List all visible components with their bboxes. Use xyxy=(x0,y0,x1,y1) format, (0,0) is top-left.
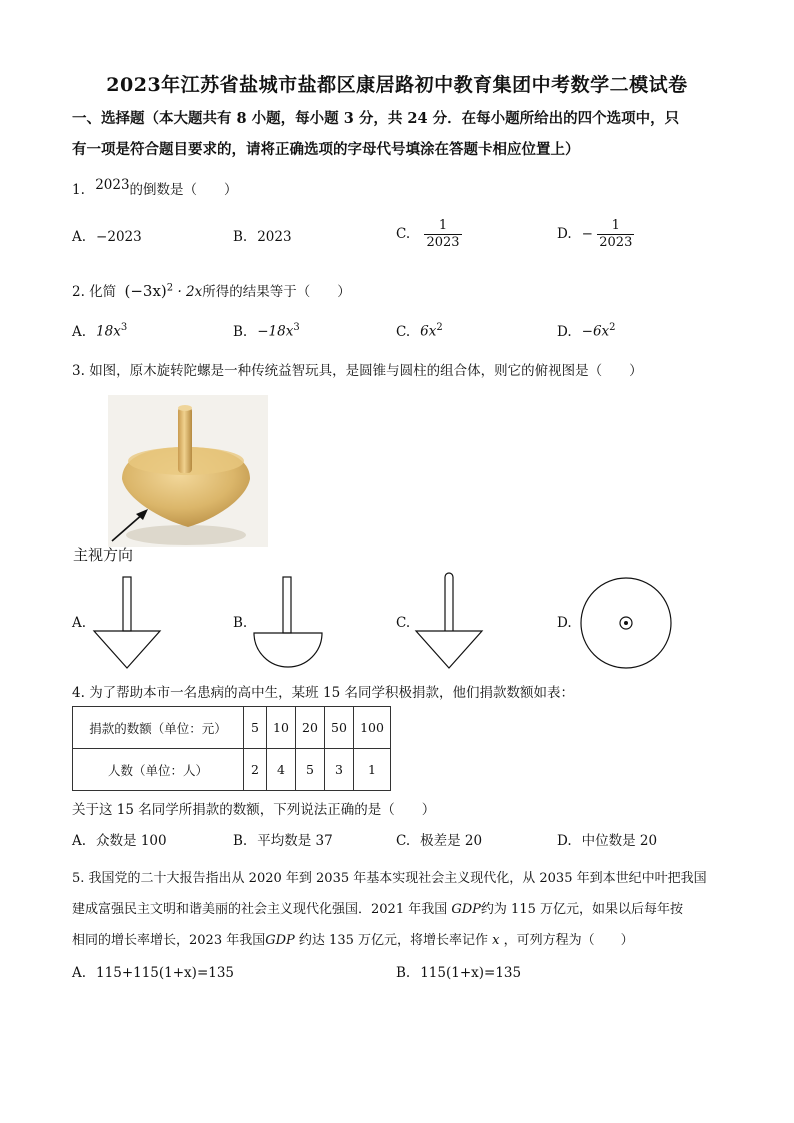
variable-x: x xyxy=(492,933,500,948)
q2-option-b[interactable] xyxy=(233,322,300,340)
table-cell: 100 xyxy=(354,707,391,749)
fraction-numerator: 1 xyxy=(438,218,448,233)
option-exponent: 2 xyxy=(436,322,443,333)
q1-option-a[interactable] xyxy=(72,229,142,245)
q4-option-a[interactable] xyxy=(72,829,167,849)
q2-option-d[interactable] xyxy=(557,322,616,340)
option-text: 众数是 100 xyxy=(96,833,167,849)
option-letter: B. xyxy=(396,965,411,981)
option-letter: C. xyxy=(396,226,411,242)
option-letter: A. xyxy=(72,229,87,245)
q2-prefix: 化简 xyxy=(89,284,117,300)
option-text: 115+115(1+x)=135 xyxy=(96,965,235,981)
option-letter: D. xyxy=(557,323,572,340)
q4-option-d[interactable] xyxy=(557,829,657,849)
q5-line2 xyxy=(72,898,683,917)
option-letter: B. xyxy=(233,229,248,245)
question-3 xyxy=(72,359,643,379)
q1-option-d[interactable] xyxy=(557,218,634,251)
q5-line1: 我国党的二十大报告指出从 2020 年到 2035 年基本实现社会主义现代化，从 2035 年到本世纪中叶把我国 xyxy=(88,871,707,886)
q2-mult: · 2x xyxy=(177,284,203,300)
q5-line3-mid: 约达 135 万亿元，将增长率记作 xyxy=(298,933,488,948)
table-cell: 4 xyxy=(267,749,296,791)
q3-option-d-letter[interactable]: D. xyxy=(557,615,572,631)
q5-line3-end: ，可列方程为（ ） xyxy=(503,933,634,948)
table-header-people: 人数（单位：人） xyxy=(73,749,244,791)
q3-text: 如图，原木旋转陀螺是一种传统益智玩具，是圆锥与圆柱的组合体，则它的俯视图是（ ） xyxy=(89,363,643,379)
table-cell: 1 xyxy=(354,749,391,791)
table-row xyxy=(73,707,391,749)
top-stem xyxy=(178,407,192,473)
question-2 xyxy=(72,280,351,300)
option-letter: A. xyxy=(72,323,87,340)
section-header xyxy=(72,103,732,165)
q2-option-c[interactable] xyxy=(396,322,443,340)
question-number: 3. xyxy=(72,363,85,379)
gdp-term: GDP xyxy=(451,902,481,917)
q4-text: 为了帮助本市一名患病的高中生，某班 15 名同学积极捐款，他们捐款数额如表： xyxy=(89,685,574,701)
question-number: 4. xyxy=(72,685,85,701)
q5-line2-text: 建成富强民主文明和谐美丽的社会主义现代化强国．2021 年我国 xyxy=(72,902,448,917)
view-direction-label: 主视方向 xyxy=(73,546,134,564)
option-base: −18x xyxy=(257,323,294,340)
table-cell: 5 xyxy=(296,749,325,791)
fraction-numerator: 1 xyxy=(611,218,620,233)
option-letter: B. xyxy=(233,833,248,849)
section-header-line1: 一、选择题（本大题共有 8 小题，每小题 3 分，共 24 分．在每小题所给出的四个选项中，只 xyxy=(72,110,680,127)
q5-line2-rest: 约为 115 万亿元，如果以后每年按 xyxy=(480,902,683,917)
q4-question: 关于这 15 名同学所捐款的数额，下列说法正确的是（ ） xyxy=(72,802,436,818)
option-base: −6x xyxy=(581,323,610,340)
option-base: 6x xyxy=(420,323,437,340)
table-cell: 3 xyxy=(325,749,354,791)
table-header-amount: 捐款的数额（单位：元） xyxy=(73,707,244,749)
option-letter: C. xyxy=(396,323,411,340)
option-letter: D. xyxy=(557,833,572,849)
fraction xyxy=(424,218,461,251)
table-row xyxy=(73,749,391,791)
question-number: 5. xyxy=(72,871,85,886)
option-text: 平均数是 37 xyxy=(257,833,333,849)
option-exponent: 2 xyxy=(609,322,616,333)
question-number: 2. xyxy=(72,284,85,300)
q5-line3-text: 相同的增长率增长，2023 年我国 xyxy=(72,933,266,948)
option-letter: D. xyxy=(557,226,572,242)
minus-sign: − xyxy=(581,226,593,242)
q2-option-a[interactable] xyxy=(72,322,127,340)
q5-option-b[interactable] xyxy=(396,965,521,981)
option-text: −2023 xyxy=(96,229,142,245)
fraction xyxy=(597,218,634,251)
q3-option-c-letter[interactable]: C. xyxy=(396,615,411,631)
q1-value: 2023 xyxy=(95,177,130,193)
q1-text: 的倒数是（ ） xyxy=(129,182,238,198)
q4-option-c[interactable] xyxy=(396,829,482,849)
q2-text: 所得的结果等于（ ） xyxy=(202,284,351,300)
option-base: 18x xyxy=(96,323,121,340)
question-number: 1. xyxy=(72,182,85,198)
table-cell: 10 xyxy=(267,707,296,749)
q3-option-b-figure[interactable] xyxy=(252,575,324,671)
option-letter: A. xyxy=(72,833,87,849)
table-cell: 50 xyxy=(325,707,354,749)
fraction-denominator: 2023 xyxy=(426,235,460,250)
q1-option-b[interactable] xyxy=(233,229,292,245)
q3-option-a-letter[interactable]: A. xyxy=(72,615,87,631)
section-header-line2: 有一项是符合题目要求的，请将正确选项的字母代号填涂在答题卡相应位置上） xyxy=(72,141,580,158)
q2-exponent: 2 xyxy=(166,282,174,294)
q3-option-c-figure[interactable] xyxy=(414,571,486,671)
q4-option-b[interactable] xyxy=(233,829,333,849)
option-exponent: 3 xyxy=(293,322,300,333)
question-5 xyxy=(72,867,707,886)
option-letter: A. xyxy=(72,965,87,981)
option-letter: B. xyxy=(233,323,248,340)
table-cell: 20 xyxy=(296,707,325,749)
paper-title: 2023年江苏省盐城市盐都区康居路初中教育集团中考数学二模试卷 xyxy=(106,74,688,96)
option-letter: C. xyxy=(396,833,411,849)
option-text: 极差是 20 xyxy=(420,833,483,849)
gdp-term: GDP xyxy=(265,933,295,948)
q1-option-c[interactable] xyxy=(396,218,462,251)
q5-option-a[interactable] xyxy=(72,965,234,981)
q5-line3 xyxy=(72,929,634,948)
table-cell: 5 xyxy=(244,707,267,749)
q3-option-b-letter[interactable]: B. xyxy=(233,615,248,631)
donation-table xyxy=(72,706,391,791)
option-text: 中位数是 20 xyxy=(581,833,658,849)
q2-expr: (−3x) xyxy=(124,282,167,300)
option-text: 115(1+x)=135 xyxy=(420,965,522,981)
spinning-top-photo xyxy=(108,395,268,547)
q3-option-a-figure[interactable] xyxy=(92,575,164,671)
option-text: 2023 xyxy=(257,229,292,245)
option-exponent: 3 xyxy=(120,322,128,333)
question-1 xyxy=(72,178,238,198)
q3-option-d-figure[interactable] xyxy=(578,575,674,671)
fraction-denominator: 2023 xyxy=(599,235,633,250)
question-4 xyxy=(72,681,574,701)
table-cell: 2 xyxy=(244,749,267,791)
